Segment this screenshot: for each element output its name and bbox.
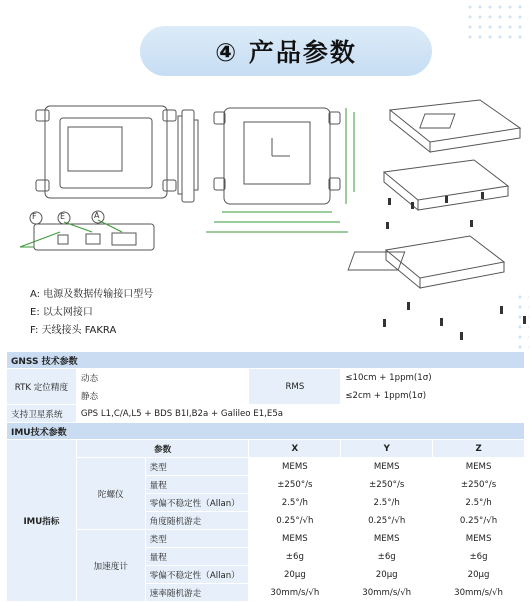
gyro-row-name: 量程 (145, 476, 249, 494)
static-value: ≤2cm + 1ppm(1σ) (341, 387, 525, 405)
gyro-row-y: ±250°/s (341, 476, 433, 494)
imu-section-title: IMU技术参数 (7, 423, 525, 440)
gyro-row-x: 0.25°/√h (249, 512, 341, 530)
header-param: 参数 (76, 440, 249, 458)
accel-row-y: 20μg (341, 566, 433, 584)
accel-row-y: 30mm/s/√h (341, 584, 433, 602)
legend-a: A: 电源及数据传输接口型号 (30, 289, 154, 300)
accel-row-name: 量程 (145, 548, 249, 566)
imu-indicator-label: IMU指标 (7, 440, 77, 602)
gyro-row-z: 0.25°/√h (433, 512, 525, 530)
gyro-row-name: 角度随机游走 (145, 512, 249, 530)
header-y: Y (341, 440, 433, 458)
gyro-row-x: MEMS (249, 458, 341, 476)
header-x: X (249, 440, 341, 458)
gnss-section-title: GNSS 技术参数 (7, 352, 525, 369)
accel-row-z: 30mm/s/√h (433, 584, 525, 602)
accel-row-x: ±6g (249, 548, 341, 566)
accel-row-x: MEMS (249, 530, 341, 548)
accel-row-z: MEMS (433, 530, 525, 548)
header-z: Z (433, 440, 525, 458)
accel-row-name: 速率随机游走 (145, 584, 249, 602)
legend-f: F: 天线接头 FAKRA (30, 325, 117, 336)
page-title: ④ 产品参数 (140, 26, 432, 76)
gyro-label: 陀螺仪 (76, 458, 145, 530)
accel-row-x: 20μg (249, 566, 341, 584)
legend-e: E: 以太网接口 (30, 307, 93, 318)
accel-row-z: 20μg (433, 566, 525, 584)
accel-row-x: 30mm/s/√h (249, 584, 341, 602)
spec-table (6, 351, 525, 602)
gyro-row-y: 0.25°/√h (341, 512, 433, 530)
accel-row-y: ±6g (341, 548, 433, 566)
gyro-row-x: 2.5°/h (249, 494, 341, 512)
satellite-value: GPS L1,C/A,L5 + BDS B1I,B2a + Galileo E1,E5a (76, 405, 524, 423)
static-label: 静态 (76, 387, 249, 405)
gyro-row-z: ±250°/s (433, 476, 525, 494)
gyro-row-z: MEMS (433, 458, 525, 476)
callout-label-e: E (60, 212, 66, 221)
satellite-label: 支持卫星系统 (7, 405, 77, 423)
accel-row-name: 类型 (145, 530, 249, 548)
accel-label: 加速度计 (76, 530, 145, 602)
rtk-label: RTK 定位精度 (7, 369, 77, 405)
callout-label-a: A (94, 211, 100, 220)
accel-row-name: 零偏不稳定性（Allan） (145, 566, 249, 584)
dynamic-value: ≤10cm + 1ppm(1σ) (341, 369, 525, 387)
accel-row-z: ±6g (433, 548, 525, 566)
gyro-row-z: 2.5°/h (433, 494, 525, 512)
decorative-dots (465, 2, 525, 42)
gyro-row-name: 类型 (145, 458, 249, 476)
accel-row-y: MEMS (341, 530, 433, 548)
gyro-row-y: 2.5°/h (341, 494, 433, 512)
gyro-row-x: ±250°/s (249, 476, 341, 494)
gyro-row-name: 零偏不稳定性（Allan） (145, 494, 249, 512)
rms-label: RMS (249, 369, 341, 405)
dynamic-label: 动态 (76, 369, 249, 387)
gyro-row-y: MEMS (341, 458, 433, 476)
callout-label-f: F (32, 212, 37, 221)
